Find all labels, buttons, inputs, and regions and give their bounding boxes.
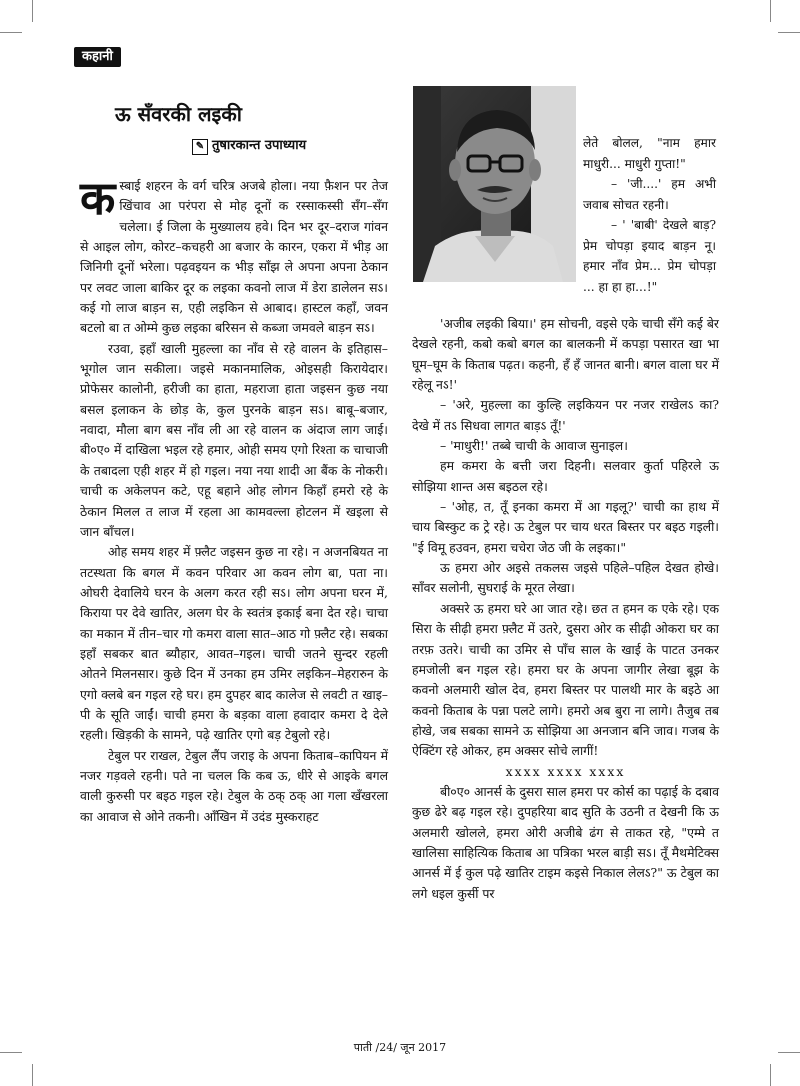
crop-mark	[0, 32, 22, 33]
crop-mark	[778, 32, 800, 33]
story-column-left	[80, 171, 388, 827]
paragraph: टेबुल पर राखल, टेबुल लैंप जराइ के अपना किताब–कापियन में नजर गड़वले रहनी। पते ना चलल कि कब ऊ, धीरे से आइके बगल वाली कुरुसी पर बइठ गइल रहे। टेबुल के ठक् ठक् आ गला खँखरला का आवाज से ओने तकनी। आँखिन में उदंड मुस्कराहट	[80, 747, 388, 824]
paragraph: लेते बोलल, "नाम हमार माधुरी... माधुरी गुप्ता!"	[583, 136, 716, 171]
crop-mark	[32, 1064, 33, 1086]
page-footer: पाती /24/ जून 2017	[353, 1041, 447, 1054]
paragraph: रउवा, इहाँ खाली मुहल्ला का नाँव से रहे वालन के इतिहास–भूगोल जान सकीला। जइसे मकानमालिक, ओइसही किरायेदार। प्रोफेसर कालोनी, हरीजी का हाता, महराजा हाता जइसन कुछ नया बसल इलाकन के छोड़ के, कुल पुरनके बाड़न सऽ। बाबू–बजार, नवादा, मौला बाग बस नाँव ली आ रहे वालन क अंदाज लाग जाई। बी०ए० में दाखिला भइल रहे हमार, ओही समय एगो रिश्ता क चाचाजी के तबादला एही शहर में हो गइल। नया नया शादी आ बैंक के नोकरी। चाची क अकेलपन कटे, एहू बहाने ओह लोगन किहाँ हमरो रहे के ठेकान मिलल त लाज में रहला आ कामवल्ला होटलन में खइला से जान बाँचल।	[80, 340, 388, 539]
section-tag: कहानी	[74, 47, 121, 67]
paragraph: 'अजीब लइकी बिया।' हम सोचनी, वइसे एके चाची सँगे कई बेर देखले रहनी, कबो कबो बगल का बालकनी में कपड़ा पसारत खा भा घूम–घूम के किताब पढ़त। कहनी, हँ हँ जानत बानी। बगल वाला घर में रहेलू नऽ!'	[412, 316, 719, 393]
paragraph: – ' 'बाबी' देखले बाड़? प्रेम चोपड़ा इयाद बाड़न नू। हमार नाँव प्रेम... प्रेम चोपड़ा ... हा हा हा...!"	[583, 218, 716, 294]
story-column-right	[412, 314, 719, 904]
paragraph: – 'जी....' हम अभी जवाब सोचत रहनी।	[583, 177, 716, 212]
paragraph: स्बाई शहरन के वर्ग चरित्र अजबे होला। नया फ़ैशन पर तेज खिंचाव आ परंपरा से मोह दूनों क रस्साकस्सी सँग–सँग चलेला। ई जिला के मुख्यालय हवे। दिन भर दूर–दराज गांवन से आइल लोग, कोरट–कचहरी आ बजार के कारन, एकरा में भीड़ आ जिनिगी दूनों भरेला। पढ़वइयन क भीड़ साँझ ले अपना अपना ठेकान पर लवट जाला बाकिर दूर क लइका कवनो लाज में डेरा डालेलन सऽ। कई गो लाज बाड़न स, एही लइकिन से आबाद। हास्टल कहाँ, जवन बटलो बा त ओम्मे कुछ लइका बरिसन से कब्जा जमवले बाड़न सऽ।	[80, 178, 388, 336]
drop-cap: क	[80, 171, 116, 225]
paragraph: अक्सरे ऊ हमरा घरे आ जात रहे। छत त हमन क एके रहे। एक सिरा के सीढ़ी हमरा फ़्लैट में उतरे, दुसरा ओर क सीढ़ी ओकरा घर का तरफ़ उतरे। चाची का उमिर से पाँच साल के खाई के पाटत उनकर हमजोली बन गइल रहे। हमरा घर के अपना जागीर लेखा बूझ के कवनो अलमारी खोल देव, हमरा बिस्तर पर पालथी मार के बइठे आ कवनो किताब के पन्ना पलटे लागे। हमरो अब बुरा ना लागे। तैजुब तब होखे, जब सबका सामने ऊ सोझिया आ अनजान बनि जाव। गजब के ऐक्टिंग रहे ओकर, हम अक्सर सोचे लागीं!	[412, 600, 719, 759]
paragraph: हम कमरा के बत्ती जरा दिहनी। सलवार कुर्ता पहिरले ऊ सोझिया शान्त अस बइठल रहे।	[412, 458, 719, 494]
crop-mark	[770, 0, 771, 22]
pen-icon: ✎	[192, 139, 208, 155]
author-name: तुषारकान्त उपाध्याय	[212, 138, 307, 153]
paragraph: – 'अरे, मुहल्ला का कुल्हि लइकियन पर नजर राखेलऽ का? देखे में तऽ सिधवा लागत बाड़ऽ तूँ!'	[412, 397, 719, 433]
section-separator: xxxx xxxx xxxx	[505, 763, 626, 779]
author-line	[192, 135, 306, 155]
paragraph: – 'माधुरी!' तब्बे चाची के आवाज सुनाइल।	[440, 438, 628, 454]
crop-mark	[32, 0, 33, 22]
story-title: ऊ सँवरकी लइकी	[115, 102, 242, 126]
crop-mark	[770, 1064, 771, 1086]
paragraph: – 'ओह, त, तूँ इनका कमरा में आ गइलू?' चाची का हाथ में चाय बिस्कुट क ट्रे रहे। ऊ टेबुल पर चाय धरत बिस्तर पर बइठ गइली। "ई विमू हउवन, हमरा चचेरा जेठ जी के लइका।"	[412, 499, 719, 555]
paragraph: बी०ए० आनर्स के दुसरा साल हमरा पर कोर्स का पढ़ाई के दबाव कुछ ढेरे बढ़ गइल रहे। दुपहरिया बाद सुति के उठनी त देखनी कि ऊ अलमारी खोलले, हमरा ओरी अजीबे ढंग से ताकत रहे, "एम्मे त खालिसा साहित्यिक किताब आ पत्रिका भरल बाड़ी सऽ। तूँ मैथमेटिक्स आनर्स में ई कुल पढ़े खातिर टाइम कइसे निकाल लेलऽ?" ऊ टेबुल का लगे धइल कुर्सी पर	[412, 783, 719, 901]
author-portrait-image	[413, 86, 576, 282]
author-photo	[413, 86, 576, 282]
paragraph: ऊ हमरा ओर अइसे तकलस जइसे पहिले–पहिल देखत होखे। साँवर सलोनी, सुघराई के मूरत लेखा।	[412, 560, 719, 596]
paragraph: ओह समय शहर में फ़्लैट जइसन कुछ ना रहे। न अजनबियत ना तटस्थता कि बगल में कवन परिवार आ कवन लोग बा, पता ना। ओघरी देवालिये घरन के अलग करत रही सऽ। लोग अपना घरन में, किराया पर देवे खातिर, अलग घेर के स्वतंत्र इकाई बना देत रहे। चाचा का मकान में तीन–चार गो कमरा वाला सात–आठ गो फ़्लैट रहे। सबका इहाँ सबकर बात ब्यौहार, आवत–गइल। चाची जतने सुन्दर रहली ओतने मिलनसार। कुछे दिन में उनका हम उमिर लइकिन–मेहरारुन के एगो क्लबे बन गइल रहे घर। हम दुपहर बाद कालेज से लवटी त खाइ–पी के सूति जाईं। चाची हमरा के बड़का वाला हवादार कमरा दे देले रहली। खिड़की के सामने, पढ़े खातिर एगो बड़ टेबुलो रहे।	[80, 544, 388, 743]
story-column-right-top	[583, 133, 716, 297]
